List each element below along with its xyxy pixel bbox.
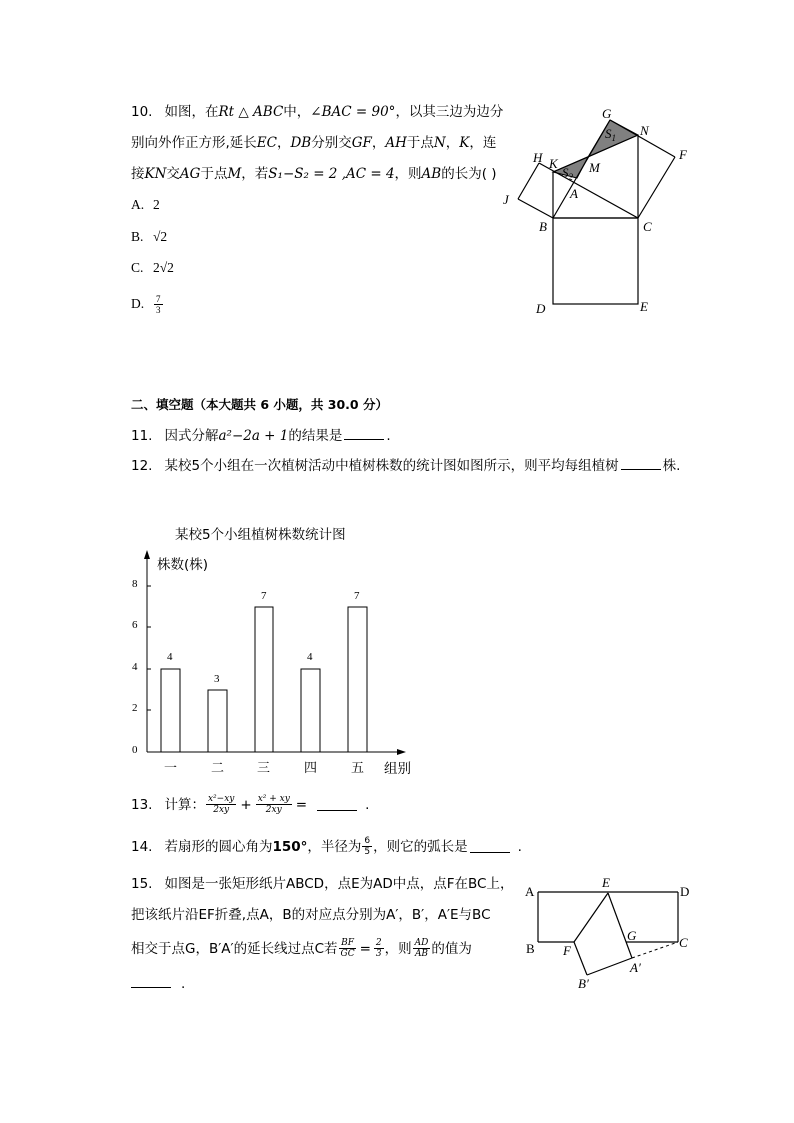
label-m: M [589,160,600,175]
label-g: G [627,928,637,943]
x-cat-2: 二 [211,761,225,776]
label-b-prime: B′ [578,976,589,991]
label-a: A [525,884,535,899]
bar-value-1: 4 [167,651,173,663]
label-e: E [640,299,648,314]
x-cat-1: 一 [164,761,178,776]
bar-value-2: 3 [214,673,220,685]
label-f: F [563,943,571,958]
fraction: $\frac{6}{5}$ [364,836,371,857]
x-cat-4: 四 [304,761,318,776]
x-cat-5: 五 [351,761,365,776]
q15-number: 15. [131,876,153,892]
label-f: F [679,147,687,162]
label-c: C [643,219,652,234]
q10-line-2: 别向外作正方形,延长EC，DB分别交GF，AH于点N，K，连 [131,135,497,151]
q12-line: 12. 某校5个小组在一次植树活动中植树株数的统计图如图所示，则平均每组植树 株. [131,458,681,474]
bar-3 [255,607,273,752]
y-tick-2: 2 [132,702,138,714]
label-d: D [536,301,546,316]
q15-line-4: . [131,975,185,993]
y-tick-8: 8 [132,578,138,590]
label-n: N [640,123,649,138]
label-g: G [602,106,612,121]
answer-blank[interactable] [131,975,171,988]
label-s1: $S_1$ [605,126,616,143]
q10-line-3: 接KN交AG于点M，若S₁−S₂ = 2 ,AC = 4，则AB的长为( ) [131,166,497,182]
q10-number: 10. [131,104,153,120]
label-a: A [570,186,578,201]
label-e: E [602,875,610,890]
q12-number: 12. [131,458,153,474]
q10-option-b[interactable]: B. √2 [131,229,168,244]
bar-value-5: 7 [354,590,360,602]
label-h: H [533,150,543,165]
q11-number: 11. [131,428,153,444]
section-heading: 二、填空题（本大题共 6 小题，共 30.0 分） [131,397,388,412]
y-tick-4: 4 [132,661,138,673]
fraction-2-3: $\frac{2}{3}$ [375,938,382,959]
fraction-2: $\frac{\text{x² + xy}}{2xy}$ [257,794,290,815]
bar-value-3: 7 [261,590,267,602]
y-tick-0: 0 [132,744,138,756]
bar-value-4: 4 [307,651,313,663]
label-a-prime: A′ [630,960,641,975]
label-d: D [680,884,690,899]
bar-1 [161,669,180,752]
label-s2: $S_2$ [562,165,573,182]
y-tick-6: 6 [132,619,138,631]
q13-number: 13. [131,796,153,813]
chart-title: 某校5个小组植树株数统计图 [175,527,346,543]
q11-line: 11. 因式分解a²−2a + 1的结果是 . [131,428,391,444]
y-axis-label: 株数(株) [157,557,209,573]
answer-blank[interactable] [470,840,510,853]
q14-line: 14. 若扇形的圆心角为 150° ，半径为 $\frac{6}{5}$ ，则它的弧长是 . [131,836,522,857]
fraction-bf-gc: $\frac{BF}{GC}$ [340,938,355,959]
bar-5 [348,607,367,752]
x-cat-3: 三 [257,761,271,776]
q14-number: 14. [131,838,153,855]
label-b: B [526,941,535,956]
x-axis-label: 组别 [384,761,411,777]
q13-line: 13. 计算： $\frac{\text{x²−xy}}{2xy}$ + $\frac{\text{x² + xy}}{2xy}$ = . [131,794,370,815]
q15-line-1: 15. 如图是一张矩形纸片ABCD，点E为AD中点，点F在BC上， [131,876,514,892]
label-k: K [549,156,558,171]
label-j: J [503,192,509,207]
q15-line-2: 把该纸片沿EF折叠,点A，B的对应点分别为A′，B′，A′E与BC [131,907,491,923]
fraction-ad-ab: $\frac{AD}{AB}$ [414,938,429,959]
fraction-1: $\frac{\text{x²−xy}}{2xy}$ [207,794,235,815]
q10-line-1: 10. 如图，在Rt △ ABC中，∠BAC = 90°，以其三边为边分 [131,104,504,120]
answer-blank[interactable] [317,798,357,811]
q10-option-c[interactable]: C. 2√2 [131,260,174,275]
q10-option-d[interactable]: D. $\frac{7}{3}$ [131,294,161,315]
bar-2 [208,690,227,752]
label-b: B [539,219,547,234]
q15-geometry-figure [515,870,705,995]
fraction: $\frac{7}{3}$ [156,294,161,315]
q10-option-a[interactable]: A. 2 [131,197,160,212]
bar-4 [301,669,320,752]
label-c: C [679,935,688,950]
q15-line-3: 相交于点G，B′A′的延长线过点C若 $\frac{BF}{GC}$ = $\frac{2}{3}$ ，则 $\frac{AD}{AB}$ 的值为 [131,938,472,959]
